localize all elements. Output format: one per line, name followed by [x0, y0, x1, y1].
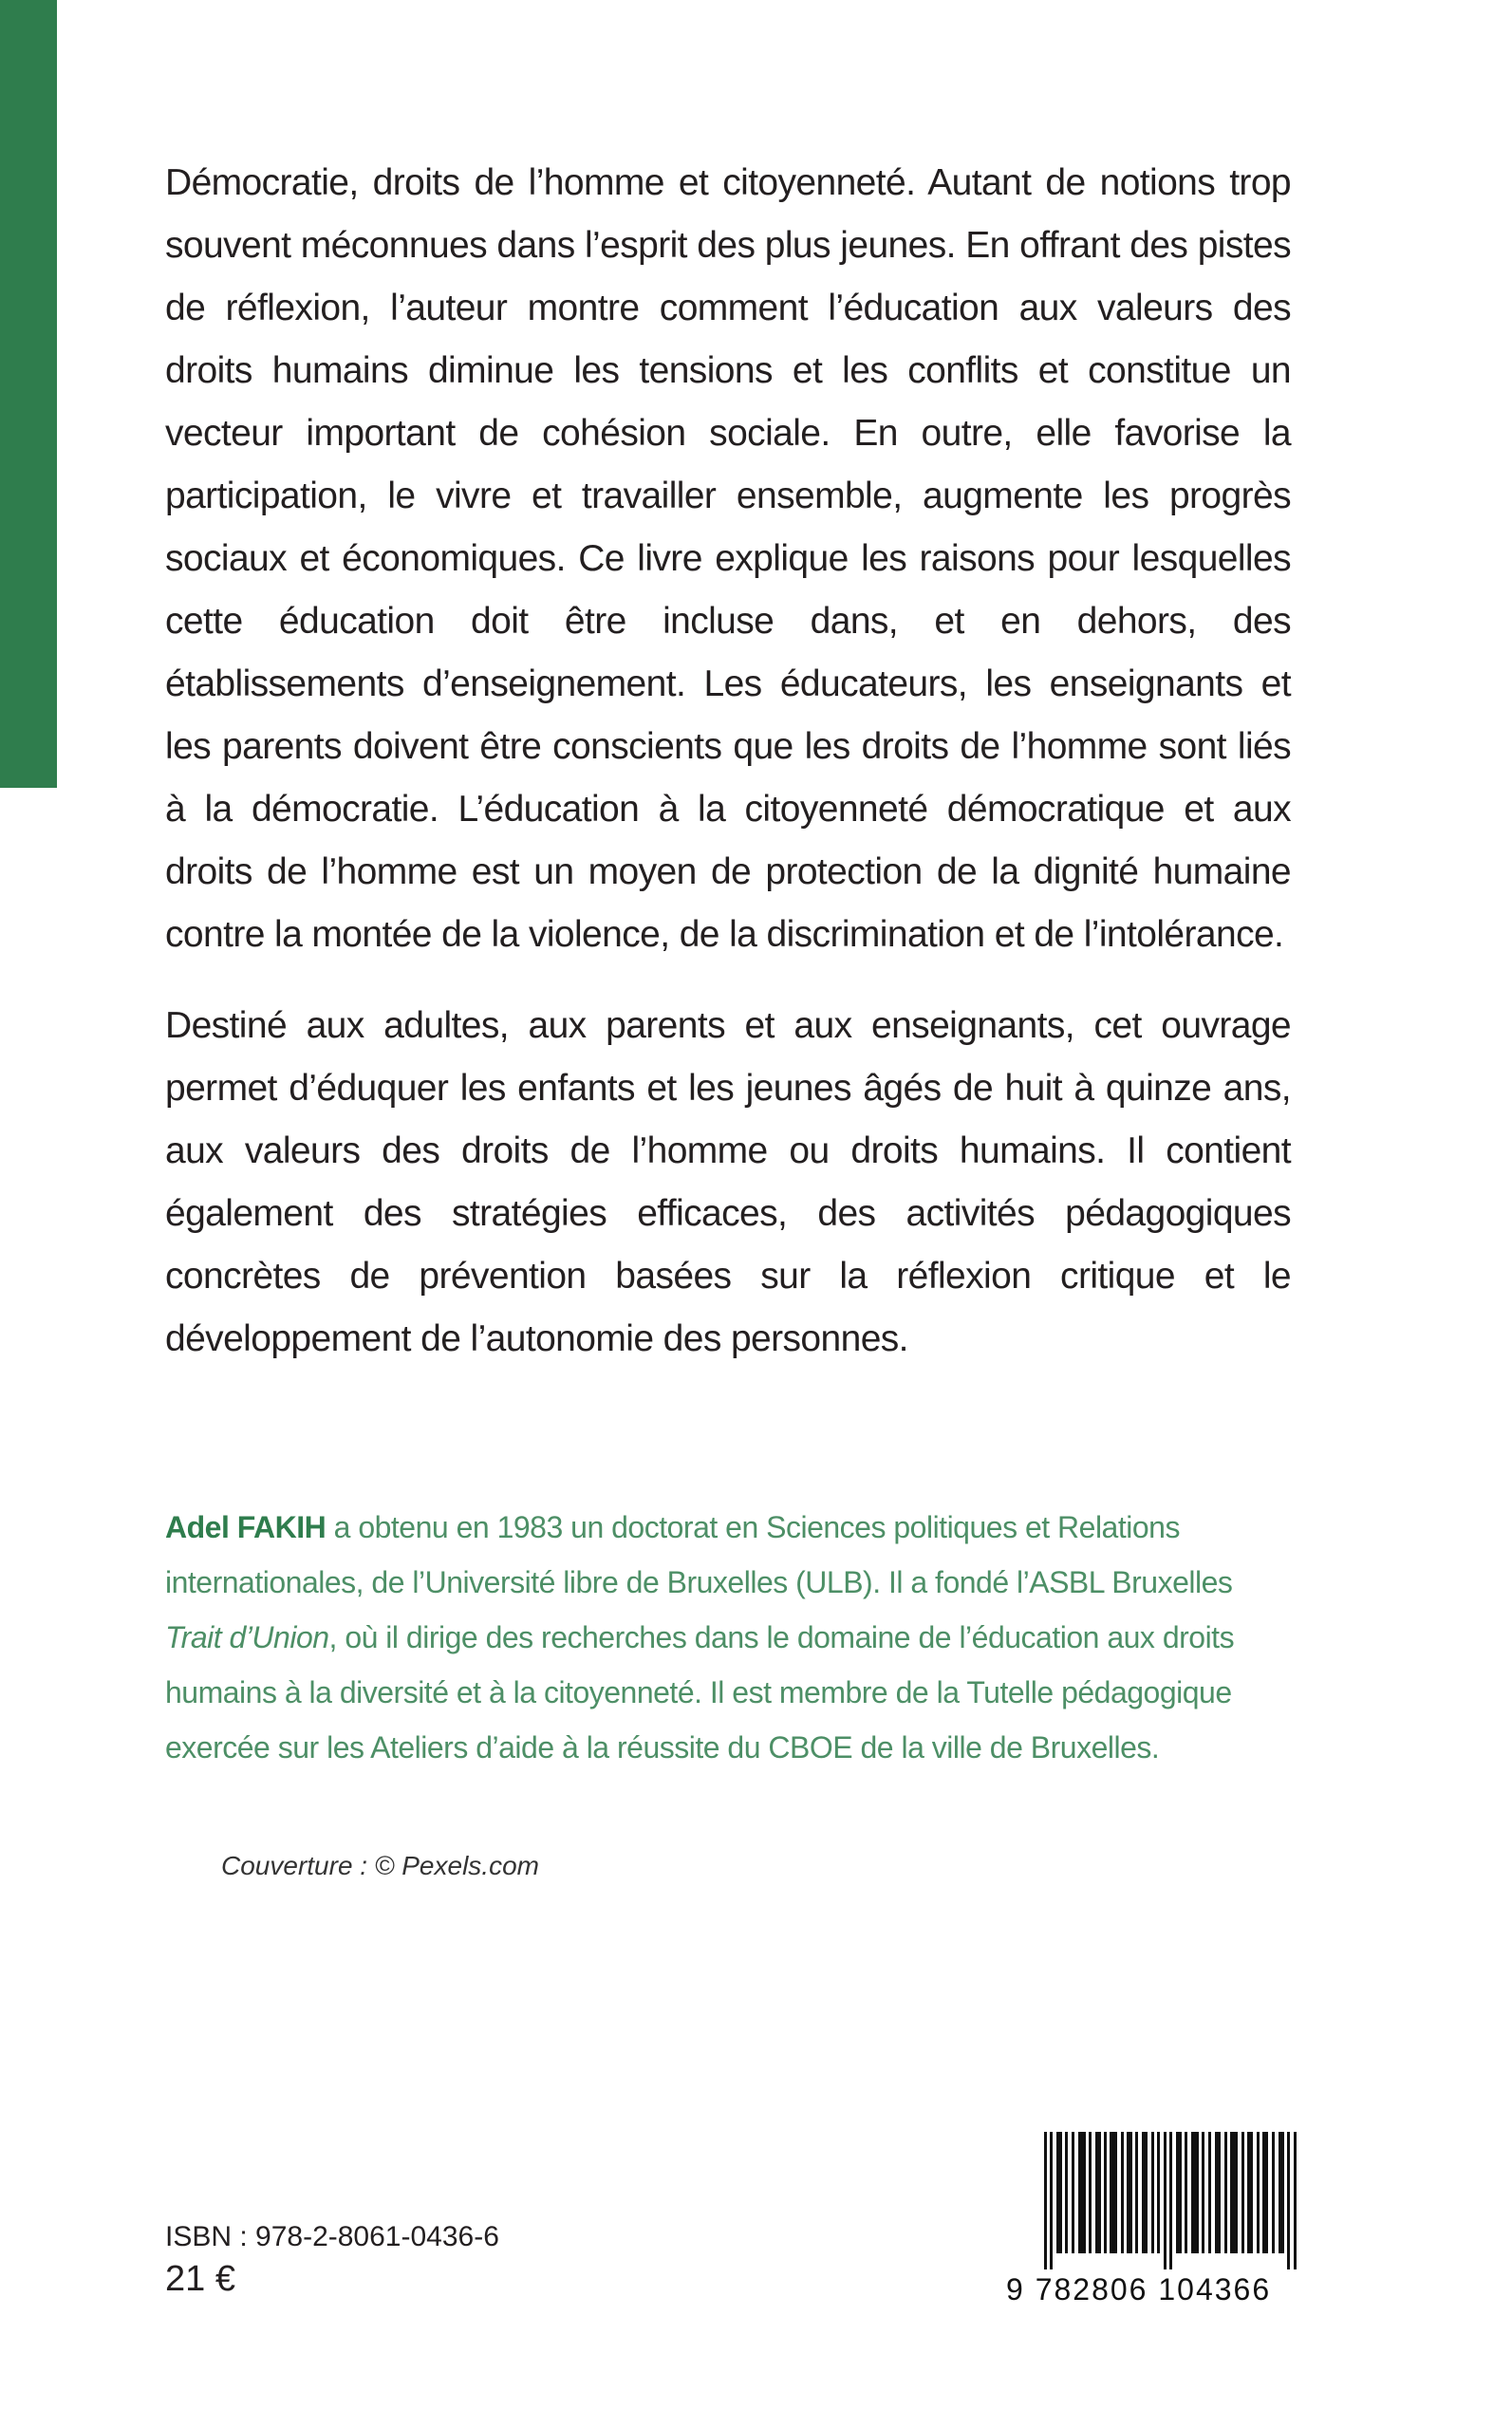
barcode [1006, 2132, 1310, 2312]
barcode-bars [1044, 2132, 1305, 2269]
price: 21 € [165, 2259, 235, 2299]
blurb-paragraph-1: Démocratie, droits de l’homme et citoyenneté. Autant de notions trop souvent méconnues dans l’esprit des plus jeunes. En offrant des pistes de réflexion, l’auteur montre comment l’éducation aux valeurs des droits humains diminue les tensions et les conflits et constitue un vecteur important de cohésion sociale. En outre, elle favorise la participation, le vivre et travailler ensemble, augmente les progrès sociaux et économiques. Ce livre explique les raisons pour lesquelles cette éducation doit être incluse dans, et en dehors, des établissements d’enseignement. Les éducateurs, les enseignants et les parents doivent être conscients que les droits de l’homme sont liés à la démocratie. L’éducation à la citoyenneté démocratique et aux droits de l’homme est un moyen de protection de la dignité humaine contre la montée de la violence, de la discrimination et de l’intolérance. [165, 162, 1291, 955]
blurb-paragraph-2: Destiné aux adultes, aux parents et aux enseignants, cet ouvrage permet d’éduquer les enfants et les jeunes âgés de huit à quinze ans, aux valeurs des droits de l’homme ou droits humains. Il contient également des stratégies efficaces, des activités pédagogiques concrètes de prévention basées sur la réflexion critique et le développement de l’autonomie des personnes. [165, 1005, 1291, 1359]
barcode-digits: 9 782806 104366 [1006, 2272, 1272, 2306]
isbn: ISBN : 978-2-8061-0436-6 [165, 2221, 499, 2252]
author-bio-text-1: a obtenu en 1983 un doctorat en Sciences politiques et Relations internationales, de l’Université libre de Bruxelles (ULB). Il a fondé l’ASBL Bruxelles [165, 1510, 1233, 1599]
author-bio-text-2: , où il dirige des recherches dans le domaine de l’éducation aux droits humains à la diversité et à la citoyenneté. Il est membre de la Tutelle pédagogique exercée sur les Ateliers d’aide à la réussite du CBOE de la ville de Bruxelles. [165, 1620, 1235, 1765]
author-bio-organization: Trait d’Union [165, 1620, 329, 1654]
back-cover-blurb [165, 152, 1291, 1371]
author-bio [165, 1500, 1291, 1775]
green-side-band [0, 0, 57, 788]
author-name: Adel FAKIH [165, 1510, 327, 1544]
cover-credit: Couverture : © Pexels.com [221, 1851, 539, 1880]
